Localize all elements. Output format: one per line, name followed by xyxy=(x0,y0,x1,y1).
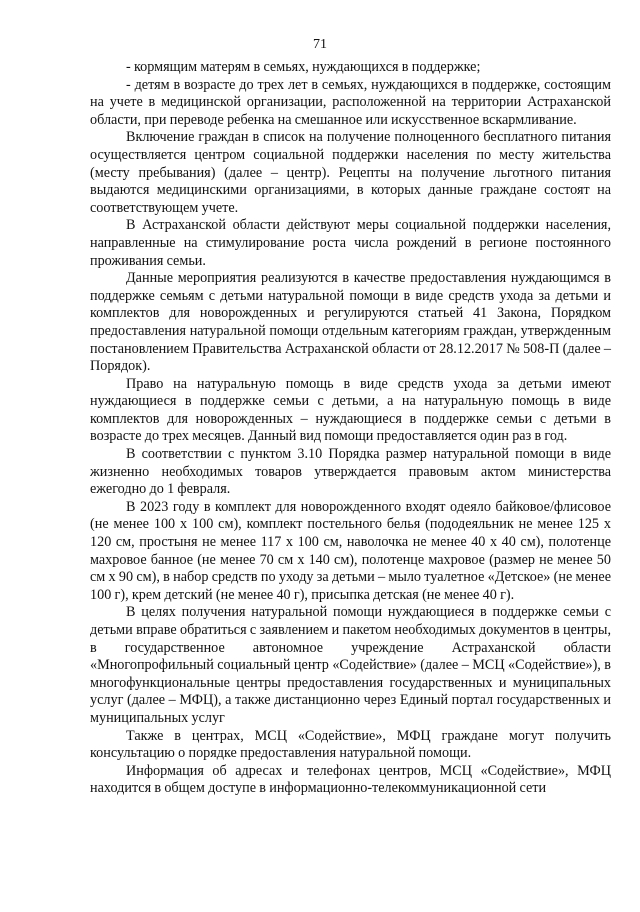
paragraph-10: Также в центрах, МСЦ «Содействие», МФЦ граждане могут получить консультацию о порядке предоставления натуральной помощи. xyxy=(90,727,611,762)
paragraph-3: Включение граждан в список на получение полноценного бесплатного питания осуществляется центром социальной поддержки населения по месту жительства (месту пребывания) (далее – центр). Рецепты на получение льготного питания выдаются медицинскими организациями, в которых данные граждане состоят на соответствующем учете. xyxy=(90,129,611,216)
document-body xyxy=(90,59,611,798)
paragraph-7: В соответствии с пунктом 3.10 Порядка размер натуральной помощи в виде жизненно необходимых товаров утверждается правовым актом министерства ежегодно до 1 февраля. xyxy=(90,446,611,498)
paragraph-6: Право на натуральную помощь в виде средств ухода за детьми имеют нуждающиеся в поддержке семьи с детьми, а на натуральную помощь в виде комплектов для новорожденных – нуждающиеся в поддержке семьи с детьми в возрасте до трех месяцев. Данный вид помощи предоставляется один раз в год. xyxy=(90,375,611,445)
paragraph-2: - детям в возрасте до трех лет в семьях, нуждающихся в поддержке, состоящим на учете в медицинской организации, расположенной на территории Астраханской области, при переводе ребенка на смешанное или искусственное вскармливание. xyxy=(90,76,611,128)
paragraph-8: В 2023 году в комплект для новорожденного входят одеяло байковое/флисовое (не менее 100 х 100 см), комплект постельного белья (пододеяльник не менее 125 х 120 см, простыня не менее 117 х 100 см, наволочка не менее 40 х 40 см), полотенце махровое банное (не менее 70 см х 140 см), полотенце махровое (размер не менее 50 см х 90 см), в набор средств по уходу за детьми – мыло туалетное «Детское» (не менее 100 г), крем детский (не менее 40 г), присыпка детская (не менее 40 г). xyxy=(90,498,611,603)
paragraph-5: Данные мероприятия реализуются в качестве предоставления нуждающимся в поддержке семьям с детьми натуральной помощи в виде средств ухода за детьми и комплектов для новорожденных и регулируются статьей 41 Закона, Порядком предоставления натуральной помощи отдельным категориям граждан, утвержденным постановлением Правительства Астраханской области от 28.12.2017 № 508-П (далее – Порядок). xyxy=(90,270,611,375)
paragraph-1: - кормящим матерям в семьях, нуждающихся в поддержке; xyxy=(126,59,481,75)
paragraph-9: В целях получения натуральной помощи нуждающиеся в поддержке семьи с детьми вправе обратиться с заявлением и пакетом необходимых документов в центры, в государственное автономное учреждение Астраханской области «Многопрофильный социальный центр «Содействие» (далее – МСЦ «Содействие»), в многофункциональные центры предоставления государственных и муниципальных услуг (далее – МФЦ), а также дистанционно через Единый портал государственных и муниципальных услуг xyxy=(90,604,611,726)
paragraph-4: В Астраханской области действуют меры социальной поддержки населения, направленные на стимулирование роста числа рождений в регионе постоянного проживания семьи. xyxy=(90,217,611,269)
page-number: 71 xyxy=(313,37,327,52)
paragraph-11: Информация об адресах и телефонах центров, МСЦ «Содействие», МФЦ находится в общем доступе в информационно-телекоммуникационной сети xyxy=(90,762,611,797)
